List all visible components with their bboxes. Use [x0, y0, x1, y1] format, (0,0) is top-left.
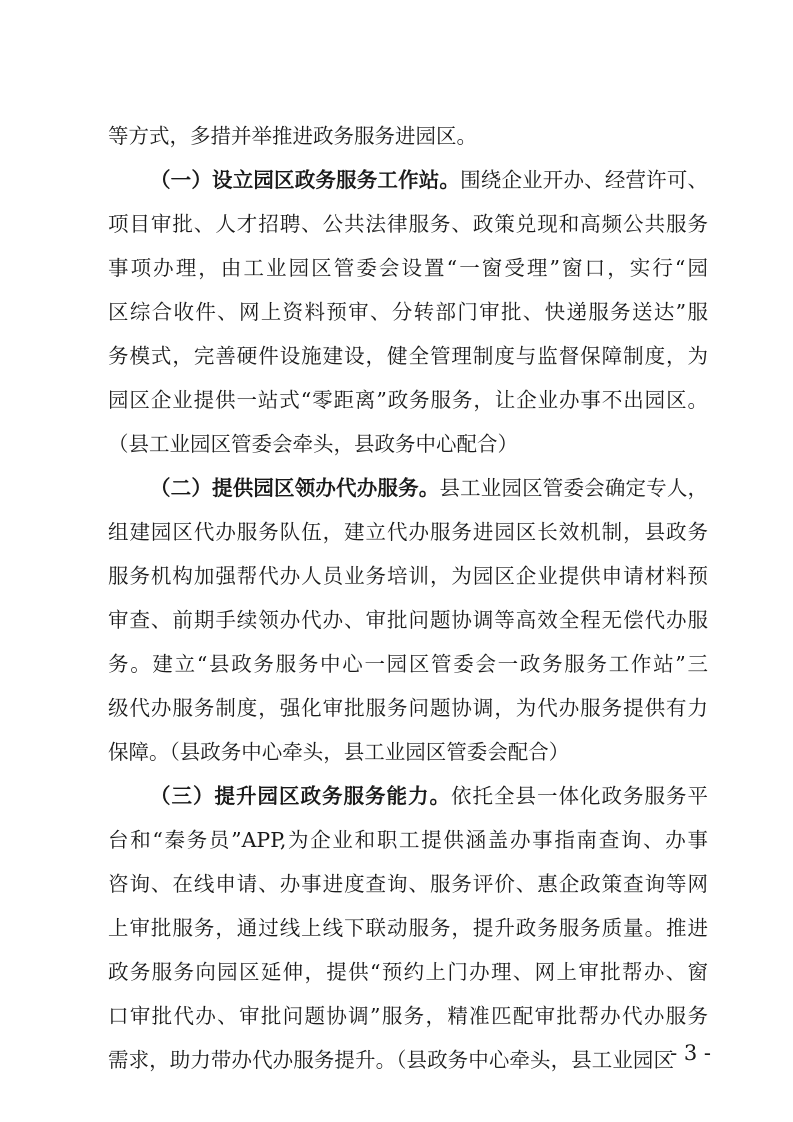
text-line: 政务服务向园区延伸，提供“预约上门办理、网上审批帮办、窗	[108, 960, 708, 984]
paragraph-2-first-line	[150, 468, 708, 508]
text-run: 依托全县一体化政务服务平	[451, 784, 708, 808]
text-line: 事项办理，由工业园区管委会设置“一窗受理”窗口，实行“园	[108, 256, 708, 280]
text-line: 口审批代办、审批问题协调”服务，精准匹配审批帮办代办服务	[108, 1004, 708, 1028]
text-line: 上审批服务，通过线上线下联动服务，提升政务服务质量。推进	[108, 916, 708, 940]
section-heading: （三）提升园区政务服务能力。	[150, 784, 451, 808]
text-line: 台和“秦务员”APP,为企业和职工提供涵盖办事指南查询、办事	[108, 828, 708, 852]
text-line: 服务机构加强帮代办人员业务培训，为园区企业提供申请材料预	[108, 564, 708, 588]
text-line: 组建园区代办服务队伍，建立代办服务进园区长效机制，县政务	[108, 520, 708, 544]
text-line: 咨询、在线申请、办事进度查询、服务评价、惠企政策查询等网	[108, 872, 708, 896]
text-run: 围绕企业开办、经营许可、	[460, 168, 708, 192]
text-line: 需求，助力带办代办服务提升。（县政务中心牵头，县工业园区	[108, 1048, 674, 1072]
text-line: 项目审批、人才招聘、公共法律服务、政策兑现和高频公共服务	[108, 212, 708, 236]
paragraph-3-first-line	[150, 776, 708, 816]
text-line: 审查、前期手续领办代办、审批问题协调等高效全程无偿代办服	[108, 608, 708, 632]
text-line: 级代办服务制度，强化审批服务问题协调，为代办服务提供有力	[108, 696, 708, 720]
text-line: （县工业园区管委会牵头，县政务中心配合）	[108, 432, 518, 456]
text-line: 保障。（县政务中心牵头，县工业园区管委会配合）	[108, 740, 570, 764]
text-line: 务模式，完善硬件设施建设，健全管理制度与监督保障制度，为	[108, 344, 708, 368]
text-line: 等方式，多措并举推进政务服务进园区。	[108, 124, 477, 148]
text-line: 务。建立“县政务服务中心一园区管委会一政务服务工作站”三	[108, 652, 708, 676]
page-number: - 3 -	[670, 1041, 711, 1065]
paragraph-1-first-line	[150, 160, 708, 200]
section-heading: （一）设立园区政务服务工作站。	[150, 168, 461, 192]
text-line: 区综合收件、网上资料预审、分转部门审批、快递服务送达”服	[108, 300, 708, 324]
section-heading: （二）提供园区领办代办服务。	[150, 476, 440, 500]
text-run: 县工业园区管委会确定专人，	[439, 476, 708, 500]
text-line: 园区企业提供一站式“零距离”政务服务，让企业办事不出园区。	[108, 388, 708, 412]
